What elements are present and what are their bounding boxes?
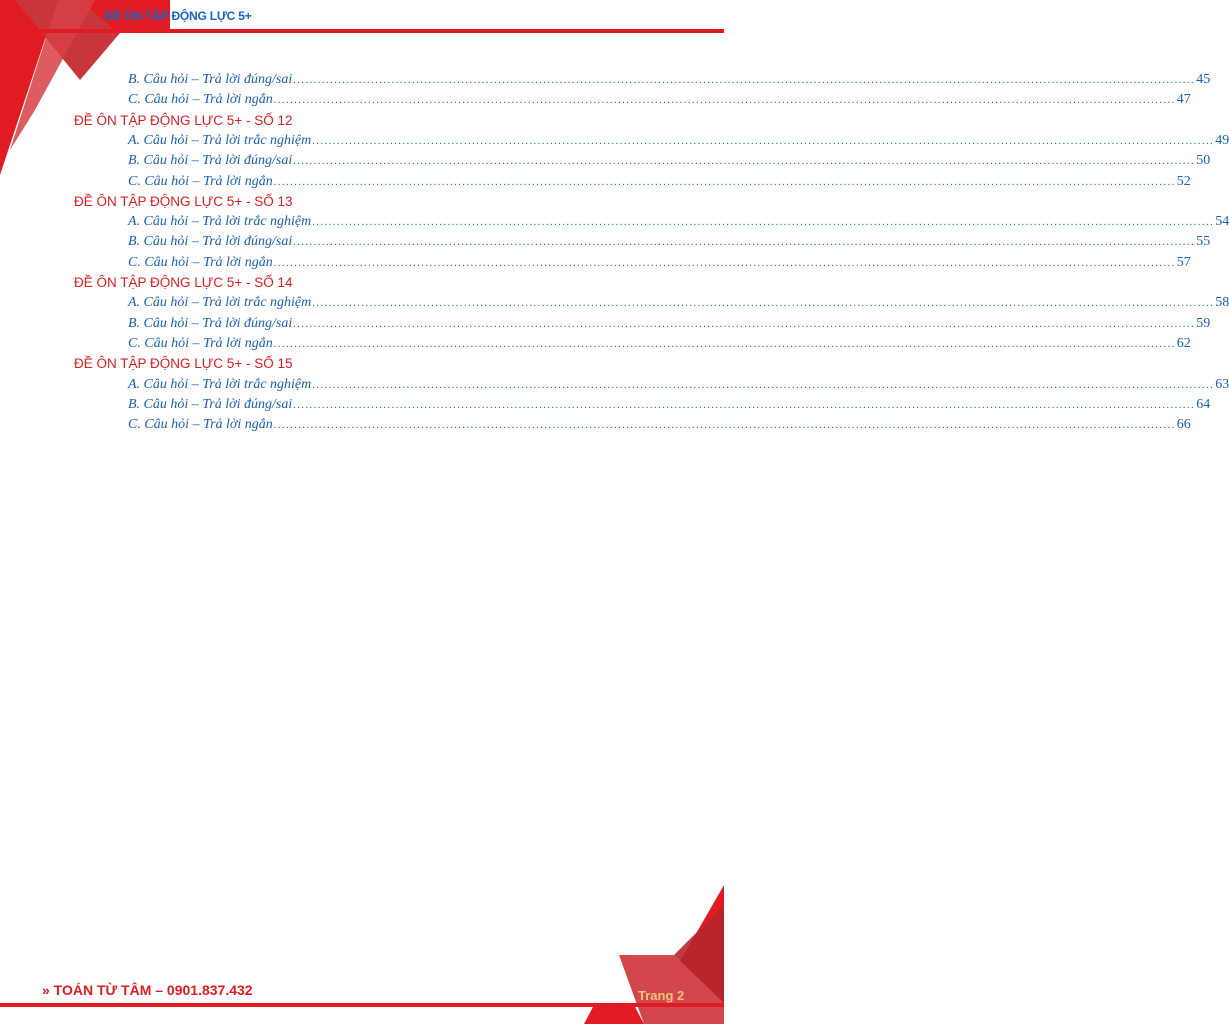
toc-page-number: 57 [1176,254,1191,270]
toc-entry[interactable] [128,417,1191,437]
toc-leader-dots: ............................................................................................................................................................................................................................ [312,217,1215,229]
toc-page-number: 55 [1196,234,1211,250]
toc-leader-dots: ............................................................................................................................................................................................................................ [293,156,1196,168]
toc-section-heading [74,113,314,133]
toc-leader-dots: ............................................................................................................................................................................................................................ [273,176,1176,188]
toc-page-number: 59 [1196,315,1211,331]
toc-label: ĐỀ ÔN TẬP ĐỘNG LỰC 5+ - SỐ 13 [74,193,293,209]
toc-page-number: 63 [1215,376,1229,392]
toc-entry[interactable] [128,396,1211,417]
toc-entry[interactable] [128,234,1211,254]
toc-page-number: 50 [1196,153,1211,169]
toc-label: C. Câu hỏi – Trả lời ngắn [128,254,273,270]
toc-leader-dots: ............................................................................................................................................................................................................................ [273,257,1176,269]
toc-entry[interactable] [128,376,1229,397]
footer-rule [0,1003,724,1007]
toc-entry[interactable] [128,132,1229,153]
toc-leader-dots: ............................................................................................................................................................................................................................ [273,338,1176,350]
toc-page-number: 47 [1176,92,1191,108]
toc-label: B. Câu hỏi – Trả lời đúng/sai [128,234,293,250]
toc-entry[interactable] [128,72,1211,92]
toc-page-number: 66 [1176,417,1191,433]
toc-label: C. Câu hỏi – Trả lời ngắn [128,92,273,108]
toc-entry[interactable] [128,173,1191,194]
toc-page-number: 62 [1176,335,1191,351]
toc-page-number: 49 [1215,132,1229,148]
page-number: Trang 2 [638,988,685,1003]
toc-leader-dots: ............................................................................................................................................................................................................................ [293,237,1196,249]
toc-leader-dots: ............................................................................................................................................................................................................................ [293,318,1196,330]
header-rule [40,29,724,33]
toc-page-number: 58 [1215,295,1229,311]
toc-section-heading [74,194,314,214]
toc-label: B. Câu hỏi – Trả lời đúng/sai [128,315,293,331]
toc-label: A. Câu hỏi – Trả lời trắc nghiệm [128,132,312,148]
toc-label: ĐỀ ÔN TẬP ĐỘNG LỰC 5+ - SỐ 12 [74,112,293,128]
footer-contact: » TOÁN TỪ TÂM – 0901.837.432 [42,982,253,998]
toc-entry[interactable] [128,335,1191,356]
toc-page-number: 54 [1215,214,1229,230]
toc-entry[interactable] [128,92,1191,112]
toc-leader-dots: ............................................................................................................................................................................................................................ [312,135,1215,147]
toc-label: A. Câu hỏi – Trả lời trắc nghiệm [128,376,312,392]
toc-leader-dots: ............................................................................................................................................................................................................................ [273,420,1176,432]
toc-leader-dots: ............................................................................................................................................................................................................................ [293,75,1196,86]
toc-leader-dots: ............................................................................................................................................................................................................................ [312,298,1215,310]
toc-label: C. Câu hỏi – Trả lời ngắn [128,417,273,433]
toc-page-number: 52 [1176,173,1191,189]
toc-label: B. Câu hỏi – Trả lời đúng/sai [128,72,293,87]
toc-entry[interactable] [128,153,1211,173]
toc-leader-dots: ............................................................................................................................................................................................................................ [273,95,1176,107]
toc-label: ĐỀ ÔN TẬP ĐỘNG LỰC 5+ - SỐ 15 [74,356,293,372]
toc-leader-dots: ............................................................................................................................................................................................................................ [312,379,1215,391]
toc-page-number: 45 [1196,72,1211,87]
toc-entry[interactable] [128,295,1229,315]
toc-leader-dots: ............................................................................................................................................................................................................................ [293,399,1196,411]
header-title: ĐỀ ÔN TẬP ĐỘNG LỰC 5+ [105,9,252,23]
toc-section-heading [74,275,314,295]
toc-entry[interactable] [128,254,1191,275]
toc-page-number: 64 [1196,396,1211,412]
toc-label: B. Câu hỏi – Trả lời đúng/sai [128,153,293,169]
toc-label: C. Câu hỏi – Trả lời ngắn [128,335,273,351]
toc-entry[interactable] [128,214,1229,234]
toc-label: A. Câu hỏi – Trả lời trắc nghiệm [128,214,312,230]
toc-label: A. Câu hỏi – Trả lời trắc nghiệm [128,295,312,311]
toc-label: C. Câu hỏi – Trả lời ngắn [128,173,273,189]
toc-label: ĐỀ ÔN TẬP ĐỘNG LỰC 5+ - SỐ 14 [74,275,293,290]
toc-section-heading [74,356,314,376]
toc-entry[interactable] [128,315,1211,336]
toc-label: B. Câu hỏi – Trả lời đúng/sai [128,396,293,412]
